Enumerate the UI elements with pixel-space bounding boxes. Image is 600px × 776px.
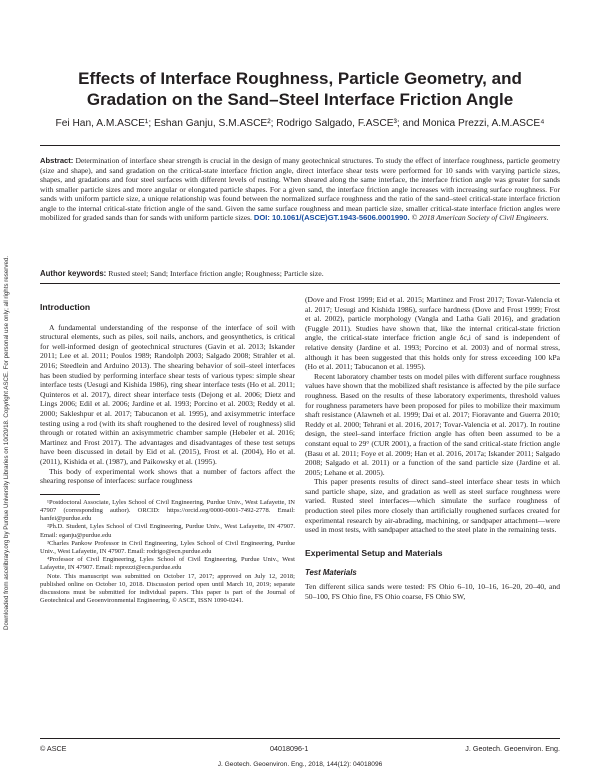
download-notice: [3, 160, 15, 630]
header-rule: [40, 145, 560, 146]
footnote-3: ³Charles Pankow Professor in Civil Engineering, Lyles School of Civil Engineering, Purdue Univ., West Lafayette, IN 47907. Email: rodrigo@ecn.purdue.edu: [40, 539, 295, 555]
doi-link[interactable]: DOI: 10.1061/(ASCE)GT.1943-5606.0001990.: [253, 213, 410, 223]
left-column: [40, 295, 295, 605]
abstract-label: Abstract:: [40, 156, 74, 165]
author-list: Fei Han, A.M.ASCE¹; Eshan Ganju, S.M.ASCE²; Rodrigo Salgado, F.ASCE³; and Monica Prezzi, A.M.ASCE⁴: [55, 118, 545, 129]
footer-copyright: © ASCE: [40, 744, 67, 753]
keywords-label: Author keywords:: [40, 269, 107, 278]
footnote-2: ²Ph.D. Student, Lyles School of Civil Engineering, Purdue Univ., West Lafayette, IN 47907. Email: eganju@purdue.edu: [40, 523, 295, 539]
abstract-text: Determination of interface shear strength is crucial in the design of many geotechnical structures. To study the effect of interface roughness, particle geometry (size and shape), and sand gradation on the critical-state interface friction angle, direct interface shear tests were performed for 10 sands with varying particle sizes, shapes, and gradations and four steel surfaces with different levels of rusting. When sheared along the same interface, the interface friction angle was greater for sands with smaller particle sizes and more angular or elongated particle shapes. For a given sand, the interface friction angle increases with increasing surface roughness. For sands with uniform particle size, a unique relationship was found between the normalized surface roughness and the ratio of the sand–steel critical-state interface friction angle to the internal critical-state friction angle of the sand. Given the same surface roughness and mean particle size, smaller critical-state interface friction angles were mobilized for graded sands than for sands with uniform particle sizes.: [40, 156, 560, 223]
right-paragraph-3: This paper presents results of direct sand–steel interface shear tests in which sand particle shape, size, and gradation as well as steel surface roughness were varied. Rusted steel interfaces—which simulate the surface roughness of production steel piles more closely than artificially roughened surfaces created for experimental research by air-abrading, machining, or sandpaper attachment—were used in most tests, with sandpaper attached to the steel plate in the remaining tests.: [305, 477, 560, 535]
footer-article-number: 04018096-1: [270, 744, 309, 753]
footnote-1: ¹Postdoctoral Associate, Lyles School of Civil Engineering, Purdue Univ., West Lafayette, IN 47907 (corresponding author). ORCID: https://orcid.org/0000-0001-7492-2778. Email: hanfei@purdue.edu: [40, 498, 295, 523]
copyright-notice: © 2018 American Society of Civil Engineers.: [411, 213, 549, 223]
abstract: [40, 156, 560, 223]
download-notice-text: Downloaded from ascelibrary.org by Purdue University Libraries on 10/20/18. Copyright ASCE. For personal use only; all rights reserved.: [3, 255, 10, 630]
footnotes: [40, 499, 295, 606]
footnote-rule: [40, 494, 100, 495]
citation-line: J. Geotech. Geoenviron. Eng., 2018, 144(12): 04018096: [217, 761, 383, 768]
introduction-heading: Introduction: [40, 302, 91, 312]
footer-rule: [40, 738, 560, 739]
footer-journal: J. Geotech. Geoenviron. Eng.: [465, 744, 560, 753]
paper-title: Effects of Interface Roughness, Particle Geometry, and Gradation on the Sand–Steel Interface Friction Angle: [78, 69, 522, 109]
intro-paragraph-1: A fundamental understanding of the response of the interface of soil with structural elements, such as piles, soil nails, anchors, and geosynthetics, is critical for well-informed design of geotechnical structures (Gavin et al. 2013; Iskander 2011; Lee et al. 2011; Poulos 1989; Randolph 2003; Salgado 2008; Strahler et al. 2016; Steedlein and Arduino 2013). The shearing behavior of soil–steel interfaces has been studied by performing interface shear tests of various types: simple shear interface tests (Uesugi and Kishida 1986), ring shear interface tests (Ho et al. 2011; Quinteros et al. 2017), direct shear interface tests (Dejong et al. 2006; Dietz and Lings 2006; Edil et al. 2006; Jardine et al. 1993; Porcino et al. 2003; Reddy et al. 2000; Sakleshpur et al. 2017; Tabucanon et al. 1995), and axisymmetric interface testing using a rod (with its shaft roughened to the desired level of roughness) slid through or rotated within an axisymmetric chamber sample (Hebeler et al. 2016; Martinez and Frost 2017). The advantages and disadvantages of these test setups have been discussed in detail by Eid et al. (2015), Frost et al. (2004), Ho et al. (2011), Kishida et al. (1987), and Paikowsky et al. (1995).: [40, 322, 295, 466]
intro-paragraph-2: This body of experimental work shows that a number of factors affect the shearing response of interfaces: surface roughness: [40, 466, 295, 486]
footnote-4: ⁴Professor of Civil Engineering, Lyles School of Civil Engineering, Purdue Univ., West Lafayette, IN 47907. Email: mprezzi@ecn.purdue.edu: [40, 556, 295, 572]
right-paragraph-1: (Dove and Frost 1999; Eid et al. 2015; Martinez and Frost 2017; Tovar-Valencia et al. 2017; Uesugi and Kishida 1986), surface hardness (Dove and Frost 1999; Frost et al. 2002), particle morphology (Vangla and Latha Gali 2016), and gradation (Fuggle 2011). Studies have shown that, like the internal critical-state friction angle, the critical-state interface friction angle δc,i of sand is independent of relative density (Jardine et al. 1993; Porcino et al. 2003) and of normal stress, although it has been suggested that this holds only for stress exceeding 100 kPa (Ho et al. 2011; Tabucanon et al. 1995).: [305, 295, 560, 372]
keywords: [40, 269, 560, 278]
right-paragraph-2: Recent laboratory chamber tests on model piles with different surface roughness values have shown that the mobilized shaft resistance is affected by the pile surface roughness. Based on the results of these laboratory experiments, threshold values for roughness parameters have been proposed for piles to mobilize their maximum shaft resistance (Alawneh et al. 1999; Dai et al. 2017; Fioravante and Guerra 2010; Reddy et al. 2000; Tehrani et al. 2016, 2017; Tovar-Valencia et al. 2017). In routine design, the steel–sand interface friction angle has often been assumed to be a constant equal to 29° (CUR 2001), a fraction of the sand critical-state friction angle (Basu et al. 2011; Foye et al. 2009; Han et al. 2016, 2017a; Iskander 2011; Salgado 2008; Salgado et al. 2011) or a function of the sand particle size (Jardine et al. 2005; Lehane et al. 2005).: [305, 371, 560, 477]
methods-heading: Experimental Setup and Materials: [305, 547, 443, 558]
right-column: [305, 295, 560, 601]
test-materials-heading: Test Materials: [305, 568, 357, 578]
manuscript-note: Note. This manuscript was submitted on October 17, 2017; approved on July 12, 2018; published online on October 10, 2018. Discussion period open until March 10, 2019; separate discussions must be submitted for individual papers. This paper is part of the Journal of Geotechnical and Geoenvironmental Engineering, © ASCE, ISSN 1090-0241.: [40, 572, 295, 605]
keywords-rule: [40, 283, 560, 284]
keywords-text: Rusted steel; Sand; Interface friction angle; Roughness; Particle size.: [108, 269, 324, 278]
right-paragraph-4: Ten different silica sands were tested: FS Ohio 6–10, 10–16, 16–20, 20–40, and 50–100, FS Ohio fine, FS Ohio coarse, FS Ohio SW,: [305, 582, 560, 601]
